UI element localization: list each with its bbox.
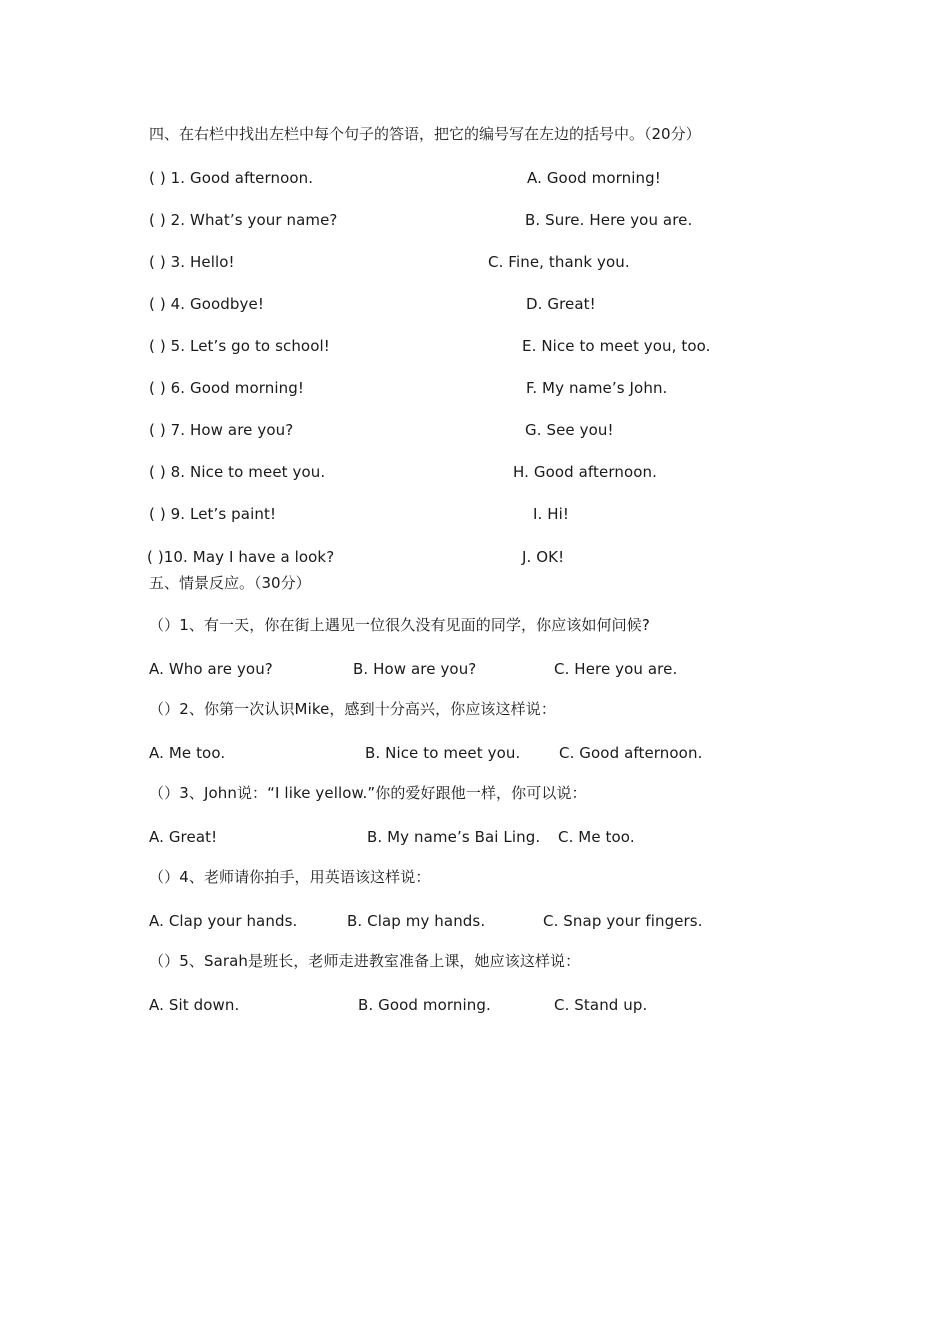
- match-answer-c: C. Fine, thank you.: [488, 253, 630, 271]
- scenario-question-3: （）3、John说：“I like yellow.”你的爱好跟他一样，你可以说：: [149, 784, 587, 802]
- match-answer-h: H. Good afternoon.: [513, 463, 657, 481]
- section-4-heading: 四、在右栏中找出左栏中每个句子的答语，把它的编号写在左边的括号中。（20分）: [149, 125, 701, 143]
- match-question-8: ( ) 8. Nice to meet you.: [149, 463, 326, 481]
- scenario-question-2: （）2、你第一次认识Mike，感到十分高兴，你应该这样说：: [149, 700, 556, 718]
- scenario-4-option-a: A. Clap your hands.: [149, 912, 298, 930]
- scenario-5-option-b: B. Good morning.: [358, 996, 491, 1014]
- match-question-5: ( ) 5. Let’s go to school!: [149, 337, 330, 355]
- match-question-10: ( )10. May I have a look?: [147, 548, 335, 566]
- match-answer-b: B. Sure. Here you are.: [525, 211, 693, 229]
- scenario-question-4: （）4、老师请你拍手，用英语该这样说：: [149, 868, 431, 886]
- match-answer-j: J. OK!: [522, 548, 565, 566]
- match-answer-e: E. Nice to meet you, too.: [522, 337, 711, 355]
- scenario-3-option-a: A. Great!: [149, 828, 218, 846]
- scenario-3-option-c: C. Me too.: [558, 828, 635, 846]
- scenario-1-option-c: C. Here you are.: [554, 660, 678, 678]
- scenario-1-option-a: A. Who are you?: [149, 660, 273, 678]
- match-question-7: ( ) 7. How are you?: [149, 421, 294, 439]
- match-question-1: ( ) 1. Good afternoon.: [149, 169, 314, 187]
- match-answer-i: I. Hi!: [533, 505, 570, 523]
- match-answer-f: F. My name’s John.: [526, 379, 668, 397]
- match-question-3: ( ) 3. Hello!: [149, 253, 235, 271]
- scenario-1-option-b: B. How are you?: [353, 660, 477, 678]
- match-answer-a: A. Good morning!: [527, 169, 661, 187]
- match-question-2: ( ) 2. What’s your name?: [149, 211, 338, 229]
- scenario-5-option-a: A. Sit down.: [149, 996, 240, 1014]
- scenario-2-option-b: B. Nice to meet you.: [365, 744, 521, 762]
- match-question-6: ( ) 6. Good morning!: [149, 379, 304, 397]
- scenario-question-1: （）1、有一天，你在街上遇见一位很久没有见面的同学，你应该如何问候?: [149, 616, 650, 634]
- scenario-question-5: （）5、Sarah是班长，老师走进教室准备上课，她应该这样说：: [149, 952, 581, 970]
- scenario-3-option-b: B. My name’s Bai Ling.: [367, 828, 541, 846]
- match-answer-d: D. Great!: [526, 295, 596, 313]
- match-question-4: ( ) 4. Goodbye!: [149, 295, 264, 313]
- scenario-4-option-b: B. Clap my hands.: [347, 912, 486, 930]
- scenario-5-option-c: C. Stand up.: [554, 996, 648, 1014]
- section-5-heading: 五、情景反应。（30分）: [149, 574, 311, 592]
- scenario-2-option-a: A. Me too.: [149, 744, 226, 762]
- match-question-9: ( ) 9. Let’s paint!: [149, 505, 277, 523]
- scenario-4-option-c: C. Snap your fingers.: [543, 912, 703, 930]
- match-answer-g: G. See you!: [525, 421, 614, 439]
- scenario-2-option-c: C. Good afternoon.: [559, 744, 703, 762]
